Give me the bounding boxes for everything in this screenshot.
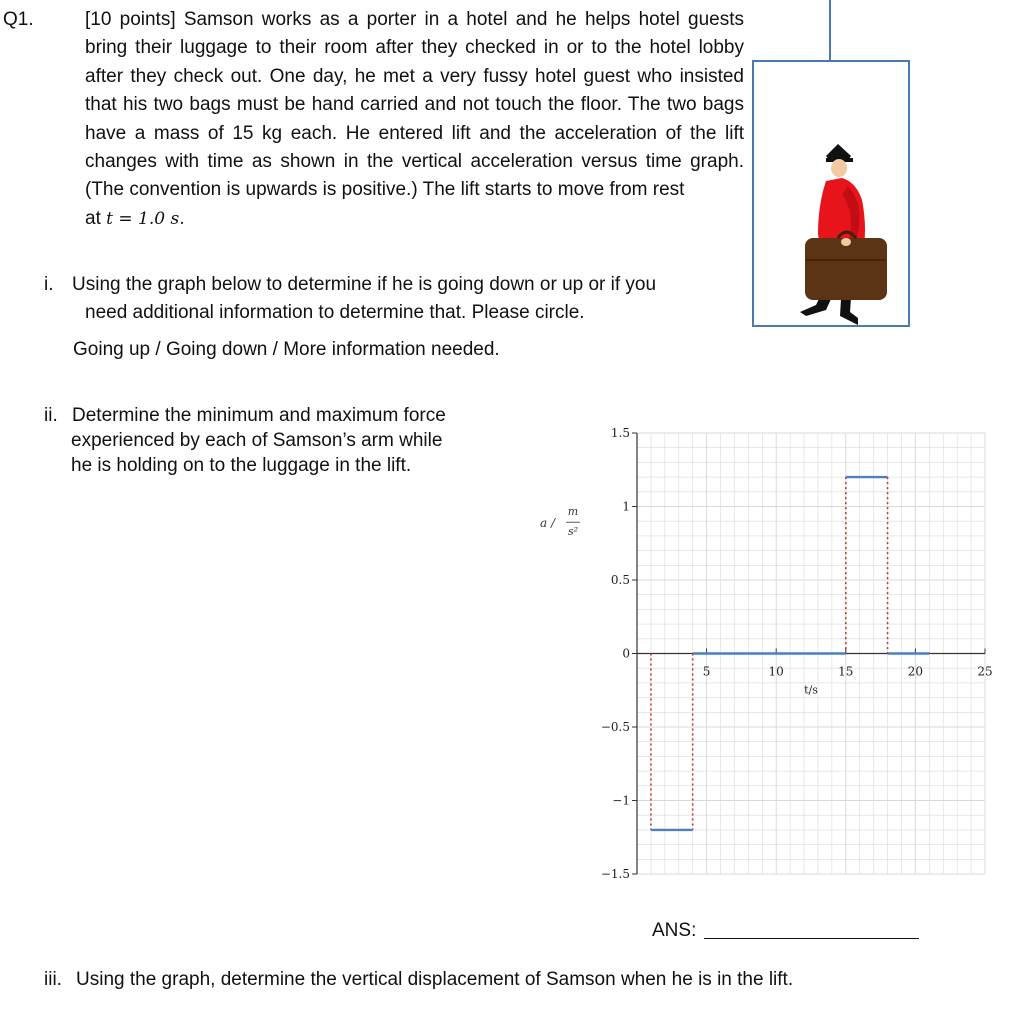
part-ii-line3: he is holding on to the luggage in the lift. xyxy=(71,455,412,476)
x-tick-label: 25 xyxy=(977,664,993,679)
part-ii-numeral: ii. xyxy=(44,405,58,426)
part-i-numeral: i. xyxy=(44,274,54,295)
answer-blank-line[interactable] xyxy=(704,938,919,939)
y-axis-title-var: a / xyxy=(540,516,556,531)
question-number: Q1. xyxy=(3,9,34,30)
lift-illustration xyxy=(0,0,1016,340)
y-tick-label: −0.5 xyxy=(600,720,630,734)
y-tick-label: 0 xyxy=(622,646,630,661)
x-tick-label: 20 xyxy=(907,664,924,679)
part-ii-line1: Determine the minimum and maximum force xyxy=(72,405,446,426)
porter-cap xyxy=(826,144,851,160)
part-i-line2: need additional information to determine that. Please circle. xyxy=(85,302,585,323)
answer-label: ANS: xyxy=(652,920,697,941)
porter-head xyxy=(831,159,847,177)
question-text: Samson works as a porter in a hotel and he helps hotel guests bring their luggage to their room after they checked in or to the hotel lobby after they check out. One day, he met a very fussy hotel guest who insisted that his two bags must be hand carried and not touch the floor. The two bags have a mass of 15 kg each. He entered lift and the acceleration of the lift changes with time as shown in the vertical acceleration versus time graph. (The convention is upwards is positive.) The lift starts to move from rest xyxy=(85,9,744,201)
answer-choices[interactable]: Going up / Going down / More information needed. xyxy=(73,339,500,360)
y-axis-title-denominator: s² xyxy=(567,525,579,539)
part-ii-line2: experienced by each of Samson’s arm while xyxy=(71,430,443,451)
part-iii-text: Using the graph, determine the vertical displacement of Samson when he is in the lift. xyxy=(76,969,794,990)
acceleration-time-chart xyxy=(530,415,1000,885)
x-axis-title: t/s xyxy=(804,683,818,697)
y-axis-title-numerator: m xyxy=(567,505,579,519)
luggage-bag xyxy=(805,238,887,300)
y-tick-label: 1.5 xyxy=(610,426,630,440)
x-tick-label: 15 xyxy=(838,664,854,679)
part-iii-numeral: iii. xyxy=(44,969,62,990)
y-tick-label: −1 xyxy=(612,793,630,808)
y-tick-label: 0.5 xyxy=(610,573,630,587)
y-tick-label: −1.5 xyxy=(600,867,630,881)
x-tick-label: 5 xyxy=(702,664,711,679)
x-tick-label: 10 xyxy=(768,664,784,679)
part-iii xyxy=(44,966,944,994)
part-ii xyxy=(44,403,514,478)
question-points: [10 points] xyxy=(85,9,176,30)
part-i-line1: Using the graph below to determine if he is going down or up or if you xyxy=(72,274,657,295)
start-prefix: at xyxy=(85,207,101,229)
answer-field[interactable] xyxy=(652,920,919,942)
porter-figure xyxy=(800,144,887,325)
start-time: t = 1.0 s. xyxy=(106,208,185,229)
y-tick-label: 1 xyxy=(622,499,630,514)
